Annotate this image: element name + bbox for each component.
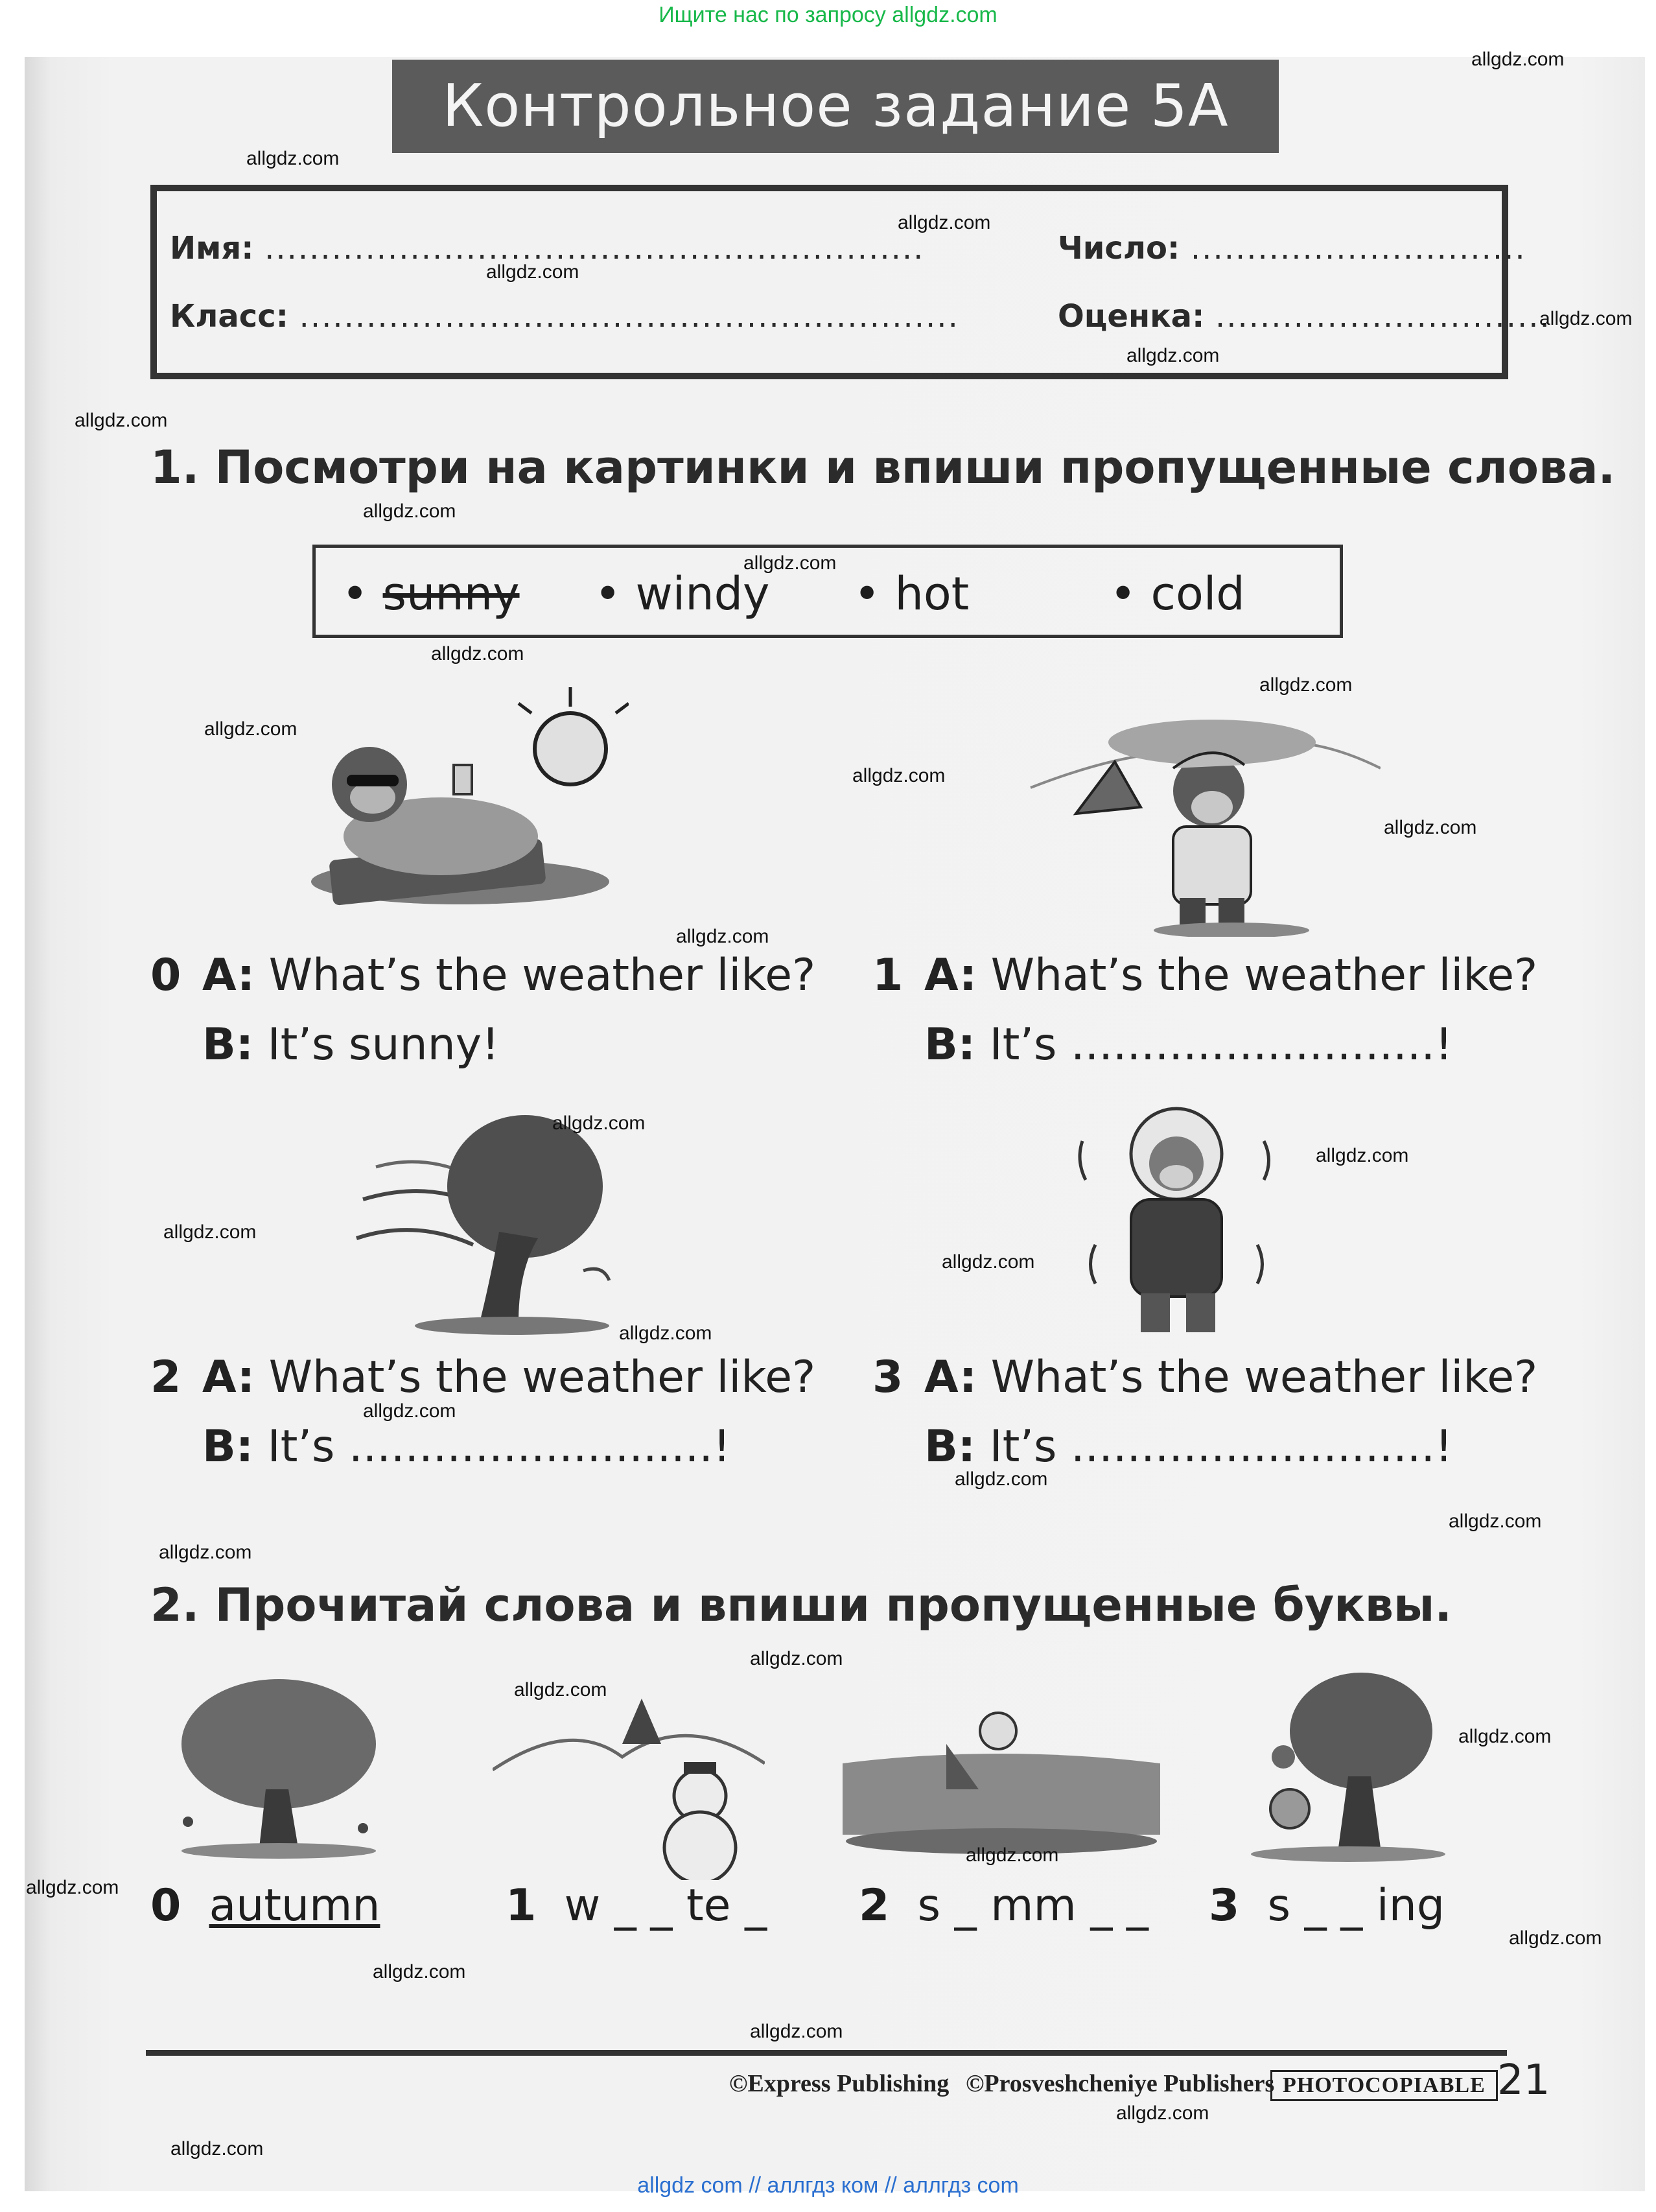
winter-picture	[493, 1686, 765, 1880]
date-field	[1058, 230, 1526, 266]
page-title-banner: Контрольное задание 5A	[392, 60, 1279, 153]
watermark: allgdz.com	[1126, 345, 1220, 366]
watermark: allgdz.com	[898, 212, 991, 233]
task2-word-3[interactable]: 3 s _ _ ing	[1209, 1880, 1445, 1931]
watermark: allgdz.com	[75, 410, 168, 431]
word-bank-item-sunny: • sunny	[342, 567, 520, 620]
watermark: allgdz.com	[750, 2021, 843, 2042]
watermark: allgdz.com	[1384, 817, 1477, 838]
watermark: allgdz.com	[1259, 674, 1353, 696]
watermark: allgdz.com	[852, 765, 946, 786]
watermark: allgdz.com	[431, 643, 524, 665]
watermark: allgdz.com	[619, 1323, 712, 1344]
q1-question: 1 A: What’s the weather like?	[872, 950, 1538, 1001]
watermark: allgdz.com	[363, 1400, 456, 1422]
word-bank-item-windy: • windy	[594, 567, 770, 620]
q0-question: 0 A: What’s the weather like?	[150, 950, 816, 1001]
sunny-monkey-picture	[292, 687, 629, 908]
watermark: allgdz.com	[1449, 1511, 1542, 1532]
grade-field	[1058, 298, 1551, 335]
q3-question: 3 A: What’s the weather like?	[872, 1352, 1538, 1403]
word-bank-item-cold: • cold	[1110, 567, 1245, 620]
watermark: allgdz.com	[942, 1251, 1035, 1273]
task2-word-2[interactable]: 2 s _ mm _ _	[859, 1880, 1149, 1931]
q1-answer-blank[interactable]: B: It’s ..........................!	[924, 1019, 1453, 1070]
watermark: allgdz.com	[552, 1112, 646, 1134]
watermark: allgdz.com	[204, 718, 297, 740]
task2-heading: 2. Прочитай слова и впиши пропущенные буквы.	[150, 1579, 1452, 1632]
student-info-box	[150, 185, 1551, 379]
watermark: allgdz.com	[955, 1468, 1048, 1490]
name-label: Имя:	[170, 230, 254, 266]
watermark: allgdz.com	[373, 1961, 466, 1983]
autumn-picture	[169, 1673, 389, 1861]
hot-monkey-picture	[1018, 703, 1381, 937]
task1-heading: 1. Посмотри на картинки и впиши пропущенные слова.	[150, 441, 1616, 494]
watermark: allgdz.com	[246, 148, 340, 169]
summer-picture	[843, 1705, 1160, 1861]
class-label: Класс:	[170, 298, 288, 335]
watermark: allgdz.com	[1539, 308, 1633, 329]
footer-publisher-express: ©Express Publishing	[729, 2070, 950, 2097]
watermark: allgdz.com	[486, 261, 579, 283]
watermark: allgdz.com	[1316, 1145, 1409, 1166]
watermark: allgdz.com	[1458, 1726, 1552, 1747]
watermark: allgdz.com	[170, 2138, 264, 2159]
windy-tree-picture	[350, 1102, 622, 1335]
task2-word-1[interactable]: 1 w _ _ te _	[506, 1880, 767, 1931]
date-label: Число:	[1058, 230, 1180, 266]
q2-question: 2 A: What’s the weather like?	[150, 1352, 816, 1403]
watermark: allgdz.com	[1116, 2102, 1209, 2124]
word-bank-item-hot: • hot	[854, 567, 970, 620]
q0-answer: B: It’s sunny!	[202, 1019, 500, 1070]
class-dots: ...........................................................	[299, 298, 959, 335]
top-watermark-link[interactable]: Ищите нас по запросу allgdz.com	[659, 3, 997, 27]
spring-picture	[1231, 1673, 1445, 1867]
watermark: allgdz.com	[363, 500, 456, 522]
watermark: allgdz.com	[159, 1542, 252, 1563]
page-number: 21	[1497, 2056, 1550, 2104]
watermark: allgdz.com	[163, 1221, 257, 1243]
watermark: allgdz.com	[26, 1877, 119, 1898]
q2-answer-blank[interactable]: B: It’s ..........................!	[202, 1421, 731, 1472]
footer-publisher-prosveshcheniye: ©Prosveshcheniye Publishers	[966, 2070, 1275, 2097]
date-dots: ..............................	[1190, 230, 1526, 266]
footer-divider	[146, 2050, 1507, 2056]
watermark: allgdz.com	[676, 926, 769, 947]
watermark: allgdz.com	[1509, 1927, 1602, 1949]
grade-dots: ..............................	[1215, 298, 1551, 335]
bottom-watermark-link[interactable]: allgdz com // аллгдз ком // аллгдз com	[637, 2173, 1019, 2198]
grade-label: Оценка:	[1058, 298, 1205, 335]
q3-answer-blank[interactable]: B: It’s ..........................!	[924, 1421, 1453, 1472]
watermark: allgdz.com	[514, 1679, 607, 1700]
cold-monkey-picture	[1069, 1102, 1283, 1348]
watermark: allgdz.com	[743, 552, 837, 574]
watermark: allgdz.com	[1471, 49, 1565, 70]
task2-word-0: 0 autumn	[150, 1880, 380, 1931]
name-dots: ...........................................................	[264, 230, 925, 266]
watermark: allgdz.com	[966, 1844, 1059, 1866]
watermark: allgdz.com	[750, 1648, 843, 1669]
photocopiable-badge: PHOTOCOPIABLE	[1270, 2070, 1498, 2101]
class-field	[170, 298, 959, 335]
